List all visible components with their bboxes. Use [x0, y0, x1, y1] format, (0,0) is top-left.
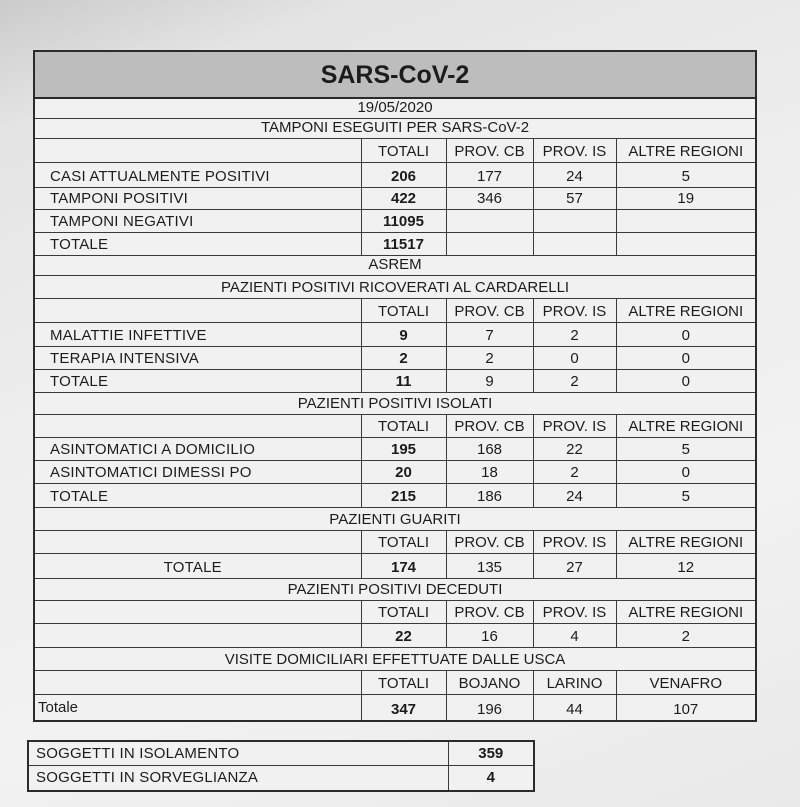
- section-heading-tamponi: TAMPONI ESEGUITI PER SARS-CoV-2: [34, 119, 756, 139]
- column-header-prov-is: PROV. IS: [533, 299, 616, 323]
- column-header-totali: TOTALI: [361, 601, 446, 624]
- column-header-prov-cb: PROV. CB: [446, 415, 533, 438]
- cell-prov-is: [533, 233, 616, 256]
- table-row: [34, 461, 756, 484]
- table-row: [34, 484, 756, 508]
- row-label: TERAPIA INTENSIVA: [34, 347, 361, 370]
- row-label: MALATTIE INFETTIVE: [34, 323, 361, 347]
- table-row: [34, 347, 756, 370]
- section-heading-usca: VISITE DOMICILIARI EFFETTUATE DALLE USCA: [34, 648, 756, 671]
- row-label: ASINTOMATICI DIMESSI PO: [34, 461, 361, 484]
- asrem-label: ASREM: [34, 256, 756, 276]
- column-header-altre-regioni: ALTRE REGIONI: [616, 531, 756, 554]
- cell-totali: 11095: [361, 210, 446, 233]
- cell-totali: 215: [361, 484, 446, 508]
- cell-totali: 20: [361, 461, 446, 484]
- cell-prov-is: 4: [533, 624, 616, 648]
- column-header-blank: [34, 415, 361, 438]
- cell-prov-is: 22: [533, 438, 616, 461]
- cell-altre-regioni: [616, 233, 756, 256]
- column-header-prov-cb: PROV. CB: [446, 139, 533, 163]
- column-header-prov-cb: PROV. CB: [446, 531, 533, 554]
- column-header-prov-is: PROV. IS: [533, 531, 616, 554]
- cell-prov-is: 2: [533, 370, 616, 393]
- cell-altre-regioni: 0: [616, 323, 756, 347]
- cell-venafro: 107: [616, 695, 756, 721]
- summary-value: 359: [448, 741, 534, 765]
- row-label: ASINTOMATICI A DOMICILIO: [34, 438, 361, 461]
- report-table: [33, 50, 757, 722]
- row-label: TOTALE: [34, 484, 361, 508]
- cell-prov-cb: 18: [446, 461, 533, 484]
- cell-prov-cb: 9: [446, 370, 533, 393]
- cell-totali: 11517: [361, 233, 446, 256]
- section-heading-guariti: PAZIENTI GUARITI: [34, 508, 756, 531]
- summary-table: [27, 740, 535, 792]
- column-header-blank: [34, 601, 361, 624]
- column-header-totali: TOTALI: [361, 531, 446, 554]
- cell-altre-regioni: 5: [616, 484, 756, 508]
- table-row: [34, 233, 756, 256]
- column-header-altre-regioni: ALTRE REGIONI: [616, 139, 756, 163]
- column-header-totali: TOTALI: [361, 415, 446, 438]
- report-date: 19/05/2020: [34, 98, 756, 119]
- cell-prov-cb: [446, 233, 533, 256]
- cell-prov-cb: 7: [446, 323, 533, 347]
- cell-prov-cb: 186: [446, 484, 533, 508]
- column-header-blank: [34, 299, 361, 323]
- column-header-blank: [34, 671, 361, 695]
- table-row: [34, 554, 756, 579]
- report-title: SARS-CoV-2: [34, 51, 756, 98]
- cell-prov-is: 2: [533, 461, 616, 484]
- cell-totali: 347: [361, 695, 446, 721]
- table-row: [34, 163, 756, 188]
- summary-row: [28, 741, 534, 765]
- cell-prov-is: 24: [533, 163, 616, 188]
- column-header-blank: [34, 139, 361, 163]
- summary-label: SOGGETTI IN SORVEGLIANZA: [28, 765, 448, 791]
- column-header-row: [34, 139, 756, 163]
- section-heading-isolati: PAZIENTI POSITIVI ISOLATI: [34, 393, 756, 415]
- column-header-row: [34, 415, 756, 438]
- column-header-larino: LARINO: [533, 671, 616, 695]
- section-heading-deceduti: PAZIENTI POSITIVI DECEDUTI: [34, 579, 756, 601]
- row-label: TAMPONI NEGATIVI: [34, 210, 361, 233]
- cell-prov-cb: 135: [446, 554, 533, 579]
- cell-larino: 44: [533, 695, 616, 721]
- column-header-row: [34, 601, 756, 624]
- column-header-altre-regioni: ALTRE REGIONI: [616, 601, 756, 624]
- section-heading-ricoverati: PAZIENTI POSITIVI RICOVERATI AL CARDARELLI: [34, 276, 756, 299]
- column-header-altre-regioni: ALTRE REGIONI: [616, 415, 756, 438]
- cell-prov-is: 2: [533, 323, 616, 347]
- column-header-row: [34, 671, 756, 695]
- column-header-altre-regioni: ALTRE REGIONI: [616, 299, 756, 323]
- cell-altre-regioni: 0: [616, 347, 756, 370]
- table-row: [34, 188, 756, 210]
- cell-altre-regioni: 5: [616, 438, 756, 461]
- summary-row: [28, 765, 534, 791]
- row-label: [34, 624, 361, 648]
- row-label: Totale: [34, 695, 361, 721]
- cell-prov-cb: 177: [446, 163, 533, 188]
- column-header-prov-is: PROV. IS: [533, 415, 616, 438]
- cell-bojano: 196: [446, 695, 533, 721]
- cell-prov-cb: 2: [446, 347, 533, 370]
- summary-value: 4: [448, 765, 534, 791]
- cell-prov-cb: [446, 210, 533, 233]
- cell-prov-is: 24: [533, 484, 616, 508]
- table-row: [34, 438, 756, 461]
- cell-totali: 2: [361, 347, 446, 370]
- cell-totali: 174: [361, 554, 446, 579]
- column-header-totali: TOTALI: [361, 139, 446, 163]
- cell-prov-cb: 16: [446, 624, 533, 648]
- cell-prov-is: 27: [533, 554, 616, 579]
- column-header-row: [34, 531, 756, 554]
- cell-totali: 9: [361, 323, 446, 347]
- table-row: [34, 370, 756, 393]
- row-label: CASI ATTUALMENTE POSITIVI: [34, 163, 361, 188]
- row-label: TOTALE: [34, 554, 361, 579]
- column-header-prov-is: PROV. IS: [533, 601, 616, 624]
- table-row: [34, 624, 756, 648]
- column-header-blank: [34, 531, 361, 554]
- cell-totali: 422: [361, 188, 446, 210]
- table-row: [34, 695, 756, 721]
- cell-totali: 195: [361, 438, 446, 461]
- column-header-totali: TOTALI: [361, 299, 446, 323]
- table-row: [34, 210, 756, 233]
- cell-altre-regioni: 2: [616, 624, 756, 648]
- row-label: TAMPONI POSITIVI: [34, 188, 361, 210]
- cell-altre-regioni: [616, 210, 756, 233]
- cell-prov-is: 0: [533, 347, 616, 370]
- cell-altre-regioni: 19: [616, 188, 756, 210]
- cell-totali: 22: [361, 624, 446, 648]
- column-header-row: [34, 299, 756, 323]
- cell-altre-regioni: 0: [616, 461, 756, 484]
- row-label: TOTALE: [34, 370, 361, 393]
- row-label: TOTALE: [34, 233, 361, 256]
- cell-prov-cb: 346: [446, 188, 533, 210]
- column-header-venafro: VENAFRO: [616, 671, 756, 695]
- column-header-bojano: BOJANO: [446, 671, 533, 695]
- table-row: [34, 323, 756, 347]
- cell-prov-cb: 168: [446, 438, 533, 461]
- column-header-prov-is: PROV. IS: [533, 139, 616, 163]
- cell-altre-regioni: 0: [616, 370, 756, 393]
- cell-totali: 11: [361, 370, 446, 393]
- cell-totali: 206: [361, 163, 446, 188]
- cell-altre-regioni: 5: [616, 163, 756, 188]
- summary-label: SOGGETTI IN ISOLAMENTO: [28, 741, 448, 765]
- cell-prov-is: [533, 210, 616, 233]
- column-header-prov-cb: PROV. CB: [446, 299, 533, 323]
- cell-altre-regioni: 12: [616, 554, 756, 579]
- column-header-prov-cb: PROV. CB: [446, 601, 533, 624]
- cell-prov-is: 57: [533, 188, 616, 210]
- column-header-totali: TOTALI: [361, 671, 446, 695]
